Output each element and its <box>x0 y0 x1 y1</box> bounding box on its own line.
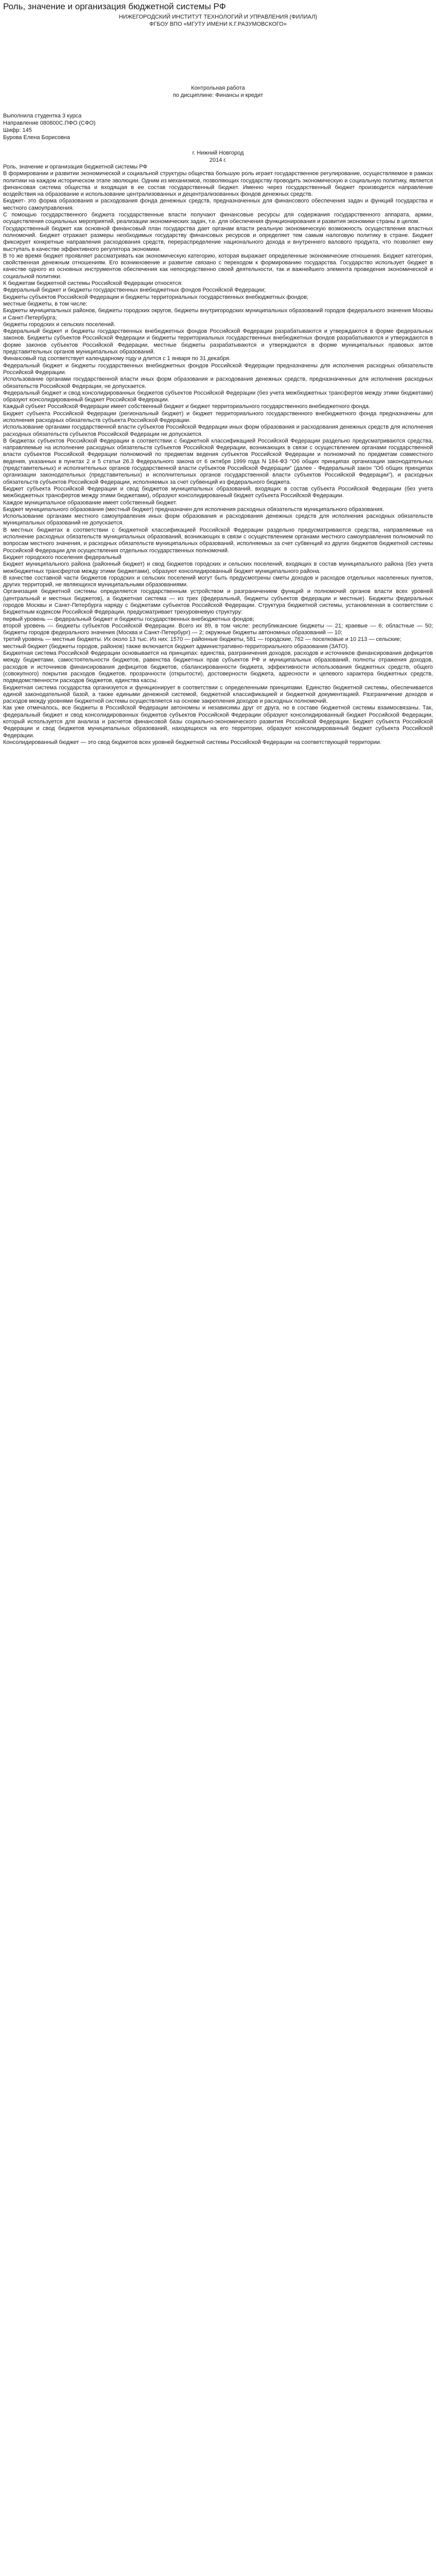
body-paragraph: Бюджеты субъектов Российской Федерации и бюджеты территориальных государственных внебюджетных фондов; <box>3 294 309 300</box>
body-paragraph: В качестве составной части бюджетов городских и сельских поселений могут быть предусмотрены сметы доходов и расходов отдельных населенных пунктов, других территорий, не являющихся муниципальными образованиями. <box>3 574 435 588</box>
body-paragraph: третий уровень — местные бюджеты. Их около 13 тыс. Из них: 1570 — районные бюджеты, 581 — городские, 762 — поселковые и 10 213 — сельские; <box>3 636 402 643</box>
body-paragraph: В местных бюджетах в соответствии с бюджетной классификацией Российской Федерации раздельно предусматриваются средства, направляемые на исполнение расходных обязательств муниципальных образований, возникающих в связи с осуществлением органами местного самоуправления полномочий по вопросам местного значения, и расходных обязательств муниципальных образований, исполняемых за счет субвенций из других бюджетов бюджетной системы Российской Федерации для осуществления отдельных государственных полномочий. <box>3 527 435 554</box>
body-paragraph: Каждое муниципальное образование имеет собственный бюджет. <box>3 499 177 506</box>
work-type: Контрольная работа <box>191 85 245 91</box>
body-paragraph: Как уже отмечалось, все бюджеты в Российской Федерации автономны и независимы друг от друга, но в составе бюджетной системы взаимосвязаны. Так, федеральный бюджет и свод консолидированных бюджетов субъектов Российской Федерации образуют консолидированный бюджет Российской Федерации, который используется для анализа и расчетов финансовой базы социально-экономического развития Российской Федерации. Бюджет субъекта Российской Федерации и свод бюджетов муниципальных образований, находящихся на его территории, образуют консолидированный бюджет субъекта Российской Федерации. <box>3 705 435 739</box>
body-paragraph: Роль, значение и организация бюджетной системы РФ <box>3 164 147 170</box>
author-line: Шифр: 145 <box>3 127 32 133</box>
body-paragraph: второй уровень — бюджеты субъектов Российской Федерации. Всего их 89, в том числе: республиканские бюджеты — 21; краевые — 6; областные — 50; бюджеты городов федерального значения (Москва и Санкт-Петербург) — 2; окружные бюджеты автономных образований — 10; <box>3 622 435 636</box>
body-paragraph: Бюджетная система государства организуется и функционирует в соответствии с определенными принципами. Единство бюджетной системы, обеспечивается единой законодательной базой, а также едиными денежной системой, бюджетной классификацией и бюджетной документацией. Разграничение доходов и расходов между уровнями бюджетной системы осуществляется на основе закрепления доходов и расходных полномочий. <box>3 684 435 705</box>
institution-header <box>3 13 433 28</box>
body-paragraph: Бюджет субъекта Российской Федерации (региональный бюджет) и бюджет территориального государственного внебюджетного фонда предназначены для исполнения расходных обязательств субъекта Российской Федерации. <box>3 410 435 423</box>
body-paragraph: местный бюджет (бюджеты городов, районов) также включается бюджет административно-территориального образования (ЗАТО). <box>3 643 349 650</box>
body-paragraph: Бюджет городского поселения федеральный <box>3 554 121 561</box>
body-paragraph: Бюджет муниципального образования (местный бюджет) предназначен для исполнения расходных обязательств муниципального образования. <box>3 506 385 513</box>
body-paragraph: Использование органами государственной власти иных форм образования и расходования денежных средств, предназначенных для исполнения расходных обязательств Российской Федерации, не допускается. <box>3 376 435 389</box>
body-paragraph: Федеральный бюджет и бюджеты государственных внебюджетных фондов Российской Федерации предназначены для исполнения расходных обязательств Российской Федерации. <box>3 362 435 376</box>
body-paragraph: Бюджет- это форма образования и расходования фонда денежных средств, предназначенных для финансового обеспечения задач и функций государства и местного самоуправления. <box>3 198 435 211</box>
body-paragraph: Использование органами местного самоуправления иных форм образования и расходования денежных средств для исполнения расходных обязательств муниципальных образований не допускается. <box>3 513 435 527</box>
body-paragraph: Организация бюджетной системы определяется государственным устройством и разграничением функций и полномочий органов власти всех уровней (центральный и местных бюджетов), а бюджетная система — из трех (федеральный, бюджеты субъектов федерации и местные). Бюджеты федеральных городов Москвы и Санкт-Петербурга наряду с бюджетами субъектов Российской Федерации. Структура бюджетной системы, установленная в соответствии с Бюджетным кодексом Российской Федерации, предусматривает трехуровневую структуру: <box>3 588 435 616</box>
city: г. Нижний Новгород <box>192 150 244 156</box>
year: 2014 г. <box>209 157 227 163</box>
body-paragraph: первый уровень — федеральный бюджет и бюджеты государственных внебюджетных фондов; <box>3 616 254 622</box>
body-paragraph: Бюджетная система Российской Федерации основывается на принципах: единства, разграничения доходов, расходов и источников финансирования дефицитов между бюджетами, самостоятельности бюджетов, равенства бюджетных прав субъектов РФ и муниципальных образований, полноты отражения доходов, расходов и источников финансирования дефицитов бюджетов, сбалансированности бюджета, эффективности использования бюджетных средств, общего (совокупного) покрытия расходов бюджетов, прозрачности (открытости), достоверности бюджета, адресности и целевого характера бюджетных средств, подведомственности расходов бюджетов, единства кассы. <box>3 650 435 684</box>
body-paragraph: К бюджетам бюджетной системы Российской Федерации относятся: <box>3 280 183 287</box>
work-type-block <box>3 84 433 99</box>
body-paragraph: Финансовый год соответствует календарному году и длится с 1 января по 31 декабря. <box>3 355 231 362</box>
place-year-block <box>3 149 433 164</box>
body-paragraph: В формировании и развитии экономической и социальной структуры общества большую роль играет государственное регулирование, осуществляемое в рамках политики на каждом историческом этапе эволюции. Одним из механизмов, позволяющих государству проводить экономическую и социальную политику, является финансовая система общества и входящая в ее состав государственный бюджет. Именно через государственный бюджет производится направление воздействия на образование и использование централизованных и децентрализованных фондов денежных средств. <box>3 171 435 198</box>
body-paragraph: Бюджет субъекта Российской Федерации и свод бюджетов муниципальных образований, входящих в состав субъекта Российской Федерации (без учета межбюджетных трансфертов между этими бюджетами), образуют консолидированный бюджет субъекта Российской Федерации. <box>3 485 435 499</box>
work-subject: по дисциплине: Финансы и кредит <box>172 92 264 98</box>
author-block <box>3 112 433 141</box>
body-paragraph: В то же время бюджет проявляет рассматривать как экономическую категорию, которая выражает определенные экономические отношения. Бюджет категория, свойственная денежным отношениям. Его возникновение и развитие связано с переходом к формированию государства. Государство использует бюджет в качестве одного из основных инструментов обеспечения как непосредственно своей деятельности, так и важнейшего элемента проведения экономической и социальной политики. <box>3 252 435 280</box>
body-paragraph: Государственный бюджет как основной финансовый план государства дает органам власти реальную экономическую возможность осуществления властных полномочий. Бюджет отражает размеры необходимых государству финансовых ресурсов и определяет тем самым налоговую политику в стране. Бюджет фиксирует конкретные направления расходования средств, перераспределение национального дохода и внутреннего валового продукта, что позволяет ему выступать в качестве эффективного регулятора экономики. <box>3 225 435 252</box>
body-paragraph: Федеральный бюджет и бюджеты государственных внебюджетных фондов Российской Федерации; <box>3 287 266 294</box>
body-paragraph: Консолидированный бюджет — это свод бюджетов всех уровней бюджетной системы Российской Федерации на соответствующей территории. <box>3 739 381 745</box>
body-paragraph: Бюджеты муниципальных районов, бюджеты городских округов, бюджеты внутригородских муниципальных образований городов федерального значения Москвы и Санкт-Петербурга; <box>3 308 435 321</box>
body-paragraph: Бюджет муниципального района (районный бюджет) и свод бюджетов городских и сельских поселений, входящих в состав муниципального района (без учета межбюджетных трансфертов между этими бюджетами), образуют консолидированный бюджет муниципального района. <box>3 561 435 574</box>
body-paragraph: Использование органами государственной власти субъектов Российской Федерации иных форм образования и расходования денежных средств для исполнения расходных обязательств субъектов Российской Федерации не допускается. <box>3 424 435 437</box>
body-paragraph: Каждый субъект Российской Федерации имеет собственный бюджет и бюджет территориального государственного внебюджетного фонда. <box>3 403 371 410</box>
document-body <box>3 164 433 746</box>
body-paragraph: бюджеты городских и сельских поселений. <box>3 321 116 328</box>
document-title: Роль, значение и организация бюджетной системы РФ <box>3 2 226 11</box>
body-paragraph: Федеральный бюджет и свод консолидированных бюджетов субъектов Российской Федерации (без учета межбюджетных трансфертов между этими бюджетами) образуют консолидированный бюджет Российской Федерации. <box>3 389 435 403</box>
author-name: Бурова Елена Борисовна <box>3 134 70 141</box>
institute-name: НИЖЕГОРОДСКИЙ ИНСТИТУТ ТЕХНОЛОГИЙ И УПРАВЛЕНИЯ (ФИЛИАЛ) <box>118 14 318 20</box>
body-paragraph: С помощью государственного бюджета государственные власти получают финансовые ресурсы для содержания государственного аппарата, армии, осуществления социальных мероприятий, реализации экономических задач, т.е. для обеспечения функционирования и развития экономики страны в целом. <box>3 212 435 225</box>
body-paragraph: местные бюджеты, в том числе: <box>3 300 88 307</box>
author-line: Выполнила студентка 3 курса <box>3 113 82 119</box>
author-line: Направление 080800С.ПФО (СФО) <box>3 120 96 126</box>
university-name: ФГБОУ ВПО «МГУТУ ИМЕНИ К.Г.РАЗУМОВСКОГО» <box>149 21 287 27</box>
body-paragraph: В бюджетах субъектов Российской Федерации в соответствии с бюджетной классификацией Российской Федерации раздельно предусматриваются средства, направляемые на исполнение расходных обязательств субъектов Российской Федерации, возникающих в связи с осуществлением органами государственной власти субъектов Российской Федерации полномочий по предметам ведения субъектов Российской Федерации и полномочий по предметам совместного ведения, указанных в пунктах 2 и 5 статьи 26.3 Федерального закона от 6 октября 1999 года N 184-ФЗ "Об общих принципах организации законодательных (представительных) и исполнительных органов государственной власти субъектов Российской Федерации" (далее - Федеральный закон "Об общих принципах организации законодательных (представительных) и исполнительных органов государственной власти субъектов Российской Федерации"), и расходных обязательств субъектов Российской Федерации, исполняемых за счет субвенций из федерального бюджета. <box>3 437 435 485</box>
body-paragraph: Федеральный бюджет и бюджеты государственных внебюджетных фондов Российской Федерации разрабатываются и утверждаются в форме федеральных законов. Бюджеты субъектов Российской Федерации и бюджеты территориальных государственных внебюджетных фондов разрабатываются и утверждаются в форме законов субъектов Российской Федерации, местные бюджеты разрабатываются и утверждаются в форме муниципальных правовых актов представительных органов муниципальных образований. <box>3 328 435 355</box>
